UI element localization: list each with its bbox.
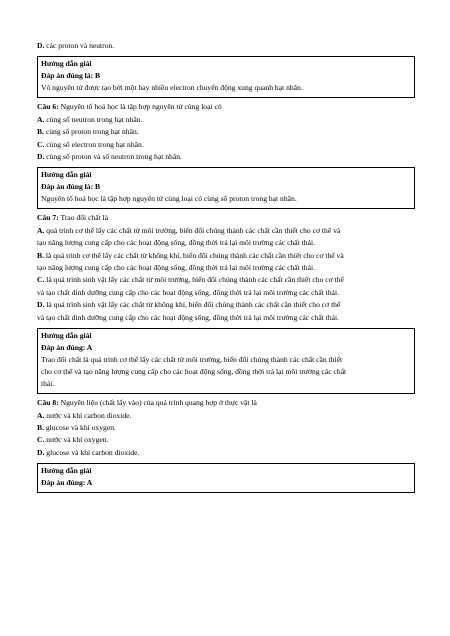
question-text: Trao đổi chất là: [58, 213, 109, 223]
solution-heading: Hướng dẫn giải: [41, 331, 92, 341]
solution-explanation: Vỏ nguyên tử được tạo bởi một hay nhiều electron chuyển động xung quanh hạt nhân.: [41, 83, 303, 93]
solution-answer: Đáp án đúng là: B: [41, 182, 101, 192]
solution-explanation-line-3: thải.: [41, 379, 55, 389]
solution-heading: Hướng dẫn giải: [41, 170, 92, 180]
solution-answer: Đáp án đúng là: B: [41, 71, 101, 81]
document-page: [37, 40, 415, 496]
solution-box-5: [37, 56, 415, 98]
option-prefix: D.: [37, 152, 45, 162]
q8-option-b: [37, 422, 415, 434]
option-text: cùng số electron trong hạt nhân.: [44, 139, 144, 149]
q7-option-b: [37, 250, 415, 262]
solution-answer: Đáp án đúng: A: [41, 343, 93, 353]
option-text: nước và khí oxygen.: [44, 435, 109, 445]
option-d: [37, 40, 415, 52]
q7-option-a-cont: tạo năng lượng cung cấp cho các hoạt động sống, đồng thời trả lại môi trường các chất thải.: [37, 238, 315, 248]
option-prefix: A.: [37, 410, 45, 420]
question-label: Câu 7:: [37, 213, 59, 223]
q7-option-b-cont: tạo năng lượng cung cấp cho các hoạt động sống, đồng thời trả lại môi trường các chất thải.: [37, 263, 315, 273]
option-prefix: C.: [37, 139, 45, 149]
option-text: cùng số neutron trong hạt nhân.: [44, 114, 143, 124]
solution-heading: Hướng dẫn giải: [41, 59, 92, 69]
q8-option-c: [37, 434, 415, 446]
solution-answer: Đáp án đúng: A: [41, 478, 93, 488]
option-prefix: C.: [37, 435, 45, 445]
q7-option-d: [37, 299, 415, 311]
solution-box-8: [37, 463, 415, 493]
option-text: quá trình cơ thể lấy các chất từ môi trường, biến đổi chúng thành các chất cần thiết cho cơ thể và: [44, 225, 341, 235]
option-prefix: D.: [37, 447, 45, 457]
option-prefix: D.: [37, 300, 45, 310]
option-prefix: B.: [37, 250, 44, 260]
option-text: là quá trình cơ thể lấy các chất từ không khí, biến đổi chúng thành các chất cần thiết cho cơ thể và: [43, 250, 344, 260]
option-text: là quá trình sinh vật lấy các chất từ môi trường, biến đổi chúng thành các chất cần thiết cho cơ thể: [44, 275, 344, 285]
q7-option-c-cont: và tạo chất dinh dưỡng cung cấp cho các hoạt động sống, đồng thời trả lại môi trường các chất thải.: [37, 287, 340, 297]
question-6: [37, 101, 415, 113]
question-label: Câu 6:: [37, 102, 59, 112]
option-text: các proton và neutron.: [44, 41, 115, 50]
q8-option-a: [37, 410, 415, 422]
q7-option-c: [37, 274, 415, 286]
question-label: Câu 8:: [37, 398, 59, 408]
option-prefix: C.: [37, 275, 45, 285]
question-text: Nguyên liệu (chất lấy vào) của quá trình quang hợp ở thực vật là: [58, 398, 257, 408]
option-text: glucose và khí carbon dioxide.: [44, 447, 140, 457]
q7-option-a: [37, 225, 415, 237]
q8-option-d: [37, 447, 415, 459]
solution-box-7: [37, 328, 415, 394]
solution-explanation-line-2: cho cơ thể và tạo năng lượng cung cấp cho các hoạt động sống, đồng thời trả lại môi trường các chất: [41, 367, 347, 377]
solution-box-6: [37, 167, 415, 209]
option-text: là quá trình sinh vật lấy các chất từ không khí, biến đổi chúng thành các chất cần thiết cho cơ thể: [44, 300, 341, 310]
option-prefix: B.: [37, 422, 44, 432]
option-text: cùng số proton trong hạt nhân.: [43, 127, 139, 137]
option-prefix: A.: [37, 225, 45, 235]
option-text: cùng số proton và số neutron trong hạt nhân.: [44, 152, 182, 162]
question-8: [37, 397, 415, 409]
solution-explanation-line-1: Trao đổi chất là quá trình cơ thể lấy các chất từ môi trường, biến đổi chúng thành các chất cần thiết: [41, 355, 343, 365]
option-prefix: D.: [37, 41, 45, 50]
q7-option-d-cont: và tạo chất dinh dưỡng cung cấp cho các hoạt động sống, đồng thời trả lại môi trường các chất thải.: [37, 312, 340, 322]
option-text: nước và khí carbon dioxide.: [44, 410, 132, 420]
option-prefix: B.: [37, 127, 44, 137]
option-text: glucose và khí oxygen.: [43, 422, 116, 432]
question-7: [37, 212, 415, 224]
question-text: Nguyên tố hoá học là tập hợp nguyên tử cùng loại có: [58, 102, 222, 112]
q6-option-c: [37, 139, 415, 151]
option-prefix: A.: [37, 114, 45, 124]
q6-option-d: [37, 151, 415, 163]
q6-option-a: [37, 114, 415, 126]
solution-heading: Hướng dẫn giải: [41, 466, 92, 476]
solution-explanation: Nguyên tố hoá học là tập hợp nguyên tử cùng loại có cùng số proton trong hạt nhân.: [41, 194, 297, 204]
q6-option-b: [37, 126, 415, 138]
